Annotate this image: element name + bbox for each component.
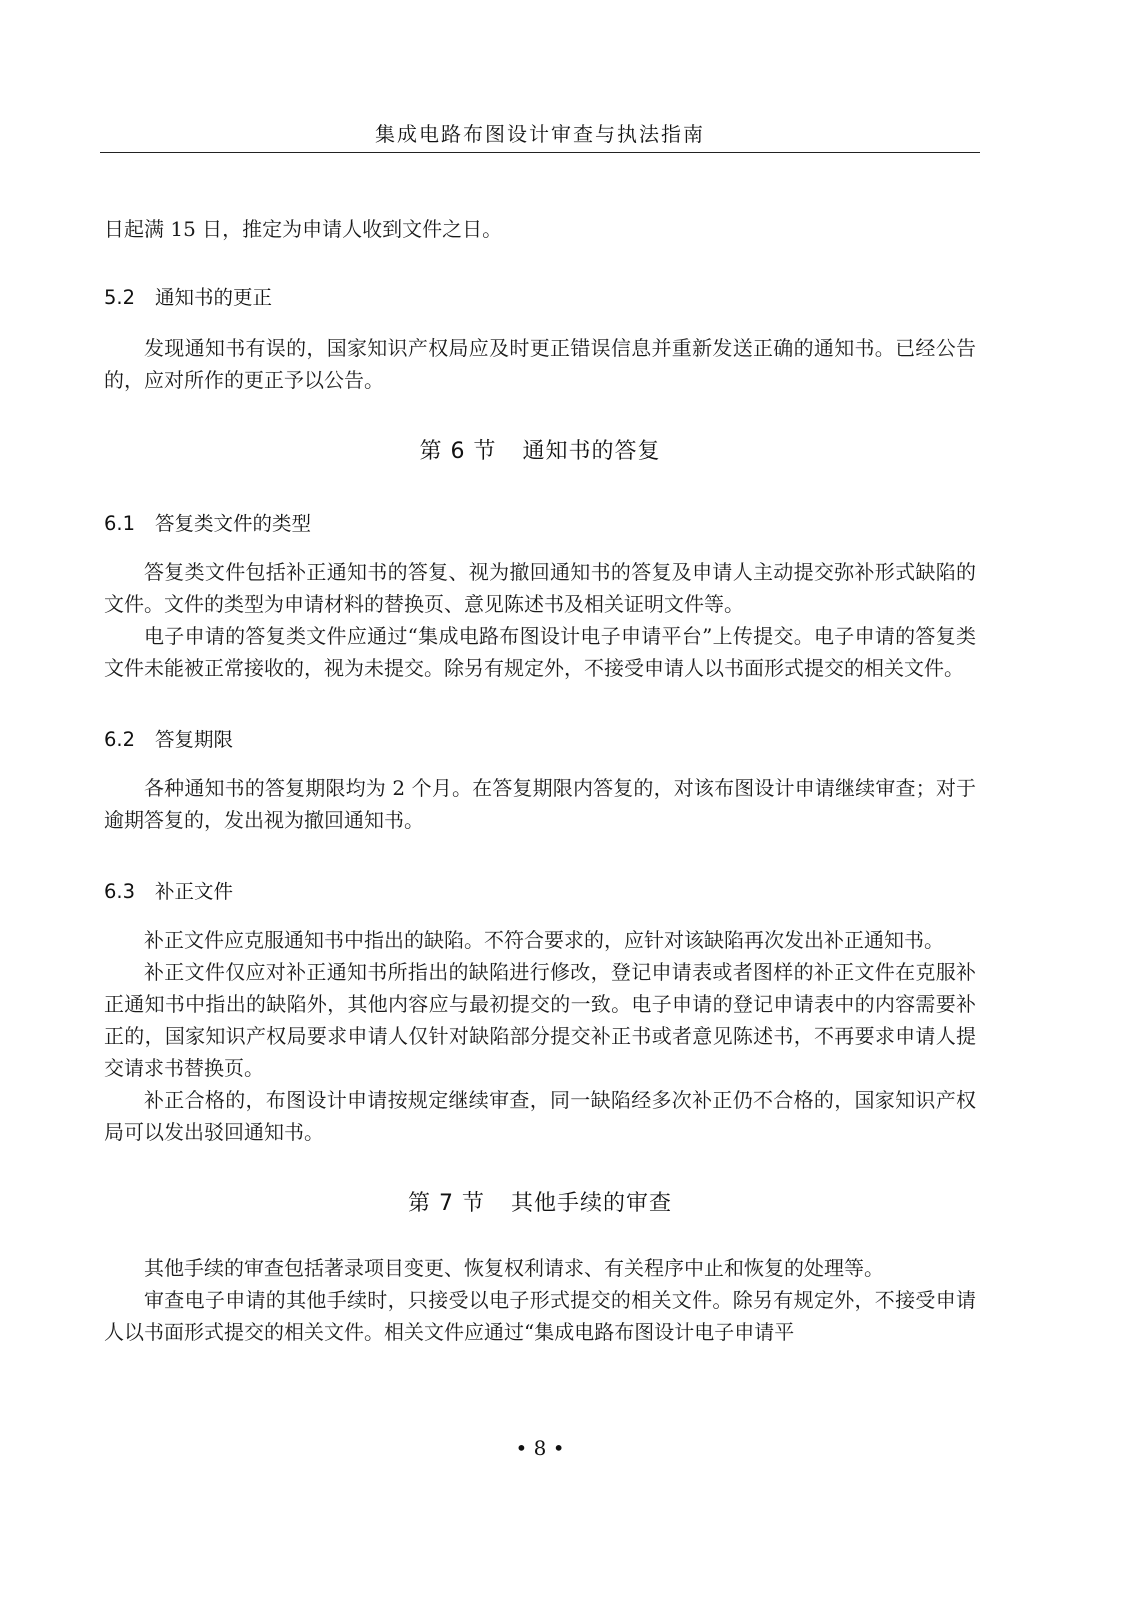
subsection-title: 补正文件 [155,880,234,903]
subsection-number: 6.3 [104,880,136,903]
paragraph-6-3-2: 补正文件仅应对补正通知书所指出的缺陷进行修改，登记申请表或者图样的补正文件在克服补正通知书中指出的缺陷外，其他内容应与最初提交的一致。电子申请的登记申请表中的内容需要补正的，国家知识产权局要求申请人仅针对缺陷部分提交补正书或者意见陈述书，不再要求申请人提交请求书替换页。 [104,960,976,1080]
paragraph-7-2: 审查电子申请的其他手续时，只接受以电子形式提交的相关文件。除另有规定外，不接受申请人以书面形式提交的相关文件。相关文件应通过“集成电路布图设计电子申请平 [104,1288,976,1344]
header-rule [100,152,980,153]
subsection-heading-5-2 [104,282,976,314]
running-header: 集成电路布图设计审查与执法指南 [375,122,705,146]
paragraph-6-3-3: 补正合格的，布图设计申请按规定继续审查，同一缺陷经多次补正仍不合格的，国家知识产权局可以发出驳回通知书。 [104,1088,976,1144]
subsection-title: 答复期限 [155,728,234,751]
paragraph-6-3-1: 补正文件应克服通知书中指出的缺陷。不符合要求的，应针对该缺陷再次发出补正通知书。 [144,928,944,952]
page-body [104,213,976,1348]
subsection-title: 通知书的更正 [155,286,273,309]
paragraph-5-2-1: 发现通知书有误的，国家知识产权局应及时更正错误信息并重新发送正确的通知书。已经公告的，应对所作的更正予以公告。 [104,336,976,392]
paragraph-7-1: 其他手续的审查包括著录项目变更、恢复权利请求、有关程序中止和恢复的处理等。 [144,1256,884,1280]
section-title-7 [104,1188,976,1220]
section-title-text: 其他手续的审查 [510,1191,672,1216]
subsection-heading-6-1 [104,508,976,540]
subsection-title: 答复类文件的类型 [155,512,312,535]
paragraph-6-1-2: 电子申请的答复类文件应通过“集成电路布图设计电子申请平台”上传提交。电子申请的答复类文件未能被正常接收的，视为未提交。除另有规定外，不接受申请人以书面形式提交的相关文件。 [104,624,976,680]
subsection-heading-6-3 [104,876,976,908]
paragraph-6-1-1: 答复类文件包括补正通知书的答复、视为撤回通知书的答复及申请人主动提交弥补形式缺陷的文件。文件的类型为申请材料的替换页、意见陈述书及相关证明文件等。 [104,560,976,616]
section-title-text: 通知书的答复 [522,439,661,464]
subsection-number: 5.2 [104,286,136,309]
subsection-number: 6.2 [104,728,136,751]
paragraph-6-2-1: 各种通知书的答复期限均为 2 个月。在答复期限内答复的，对该布图设计申请继续审查；对于逾期答复的，发出视为撤回通知书。 [104,776,976,832]
section-label: 第 6 节 [419,439,497,464]
section-title-6 [104,436,976,468]
section-label: 第 7 节 [408,1191,485,1216]
page-number: • 8 • [515,1436,565,1460]
subsection-number: 6.1 [104,512,136,535]
subsection-heading-6-2 [104,724,976,756]
intro-paragraph: 日起满 15 日，推定为申请人收到文件之日。 [104,217,503,241]
